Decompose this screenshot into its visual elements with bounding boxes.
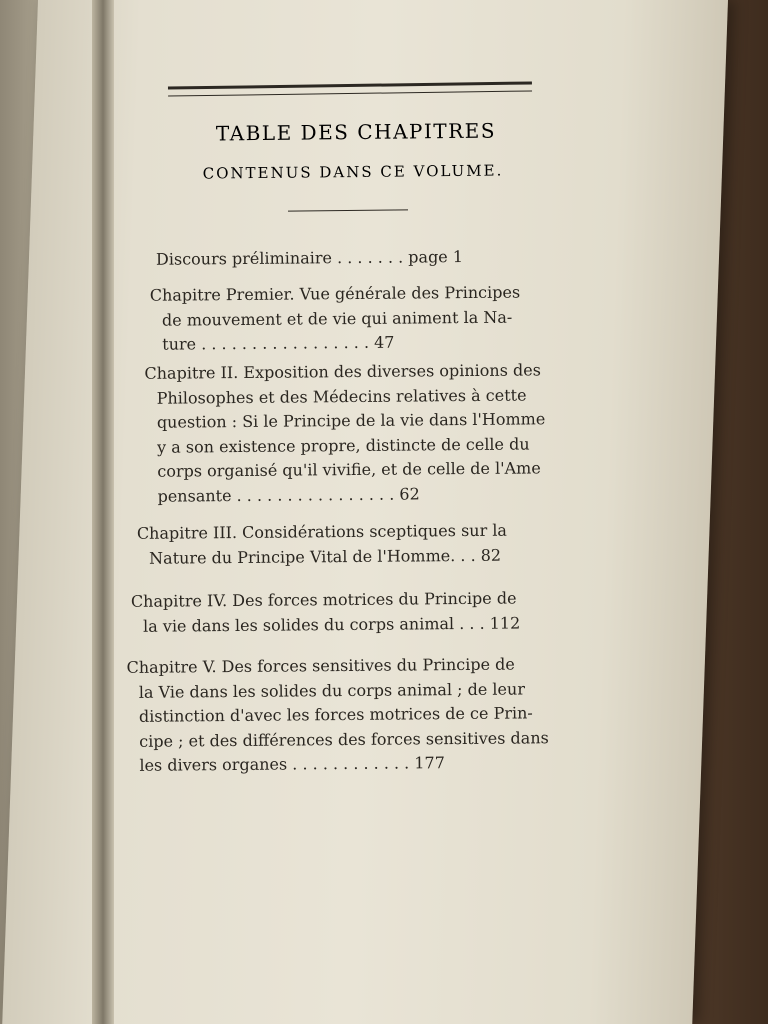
page-title: TABLE DES CHAPITRES [215, 118, 497, 146]
toc-line: Philosophes et des Médecins relatives à cette [156, 385, 527, 408]
toc-line: question : Si le Principe de la vie dans l'Homme [156, 409, 546, 432]
toc-line: pensante . . . . . . . . . . . . . . . . 62 [157, 483, 420, 506]
toc-line: Chapitre V. Des forces sensitives du Principe de [126, 654, 515, 677]
toc-entry-chapitre-5 [126, 652, 567, 778]
toc-line: de mouvement et de vie qui animent la Na- [161, 307, 513, 330]
toc-entry-chapitre-2 [144, 358, 565, 509]
toc-line: Discours préliminaire . . . . . . . page 1 [155, 247, 464, 269]
toc-line: distinction d'avec les forces motrices de ce Prin- [138, 703, 533, 726]
page-subtitle: CONTENUS DANS CE VOLUME. [202, 161, 504, 183]
toc-entry-chapitre-1 [150, 280, 561, 357]
toc-line: la Vie dans les solides du corps animal ; de leur [138, 678, 525, 702]
toc-entry-discours [156, 244, 556, 272]
toc-line: ture . . . . . . . . . . . . . . . . . 47 [162, 332, 395, 354]
toc-entry-chapitre-4 [131, 586, 561, 639]
toc-line: les divers organes . . . . . . . . . . . . 177 [139, 753, 445, 775]
toc-line: y a son existence propre, distincte de celle du [157, 433, 530, 457]
toc-entry-chapitre-3 [137, 518, 562, 571]
toc-line: Chapitre III. Considérations sceptiques sur la [136, 520, 508, 543]
toc-line: Chapitre IV. Des forces motrices du Principe de [130, 588, 517, 611]
book-spine [92, 0, 114, 1024]
toc-line: la vie dans les solides du corps animal . . . 112 [143, 612, 521, 636]
toc-line: corps organisé qu'il vivifie, et de celle de l'Ame [157, 458, 541, 481]
toc-line: Nature du Principe Vital de l'Homme. . . 82 [149, 545, 502, 568]
toc-line: Chapitre II. Exposition des diverses opinions des [144, 360, 541, 383]
toc-line: Chapitre Premier. Vue générale des Principes [149, 282, 521, 305]
toc-line: cipe ; et des différences des forces sensitives dans [139, 727, 549, 751]
